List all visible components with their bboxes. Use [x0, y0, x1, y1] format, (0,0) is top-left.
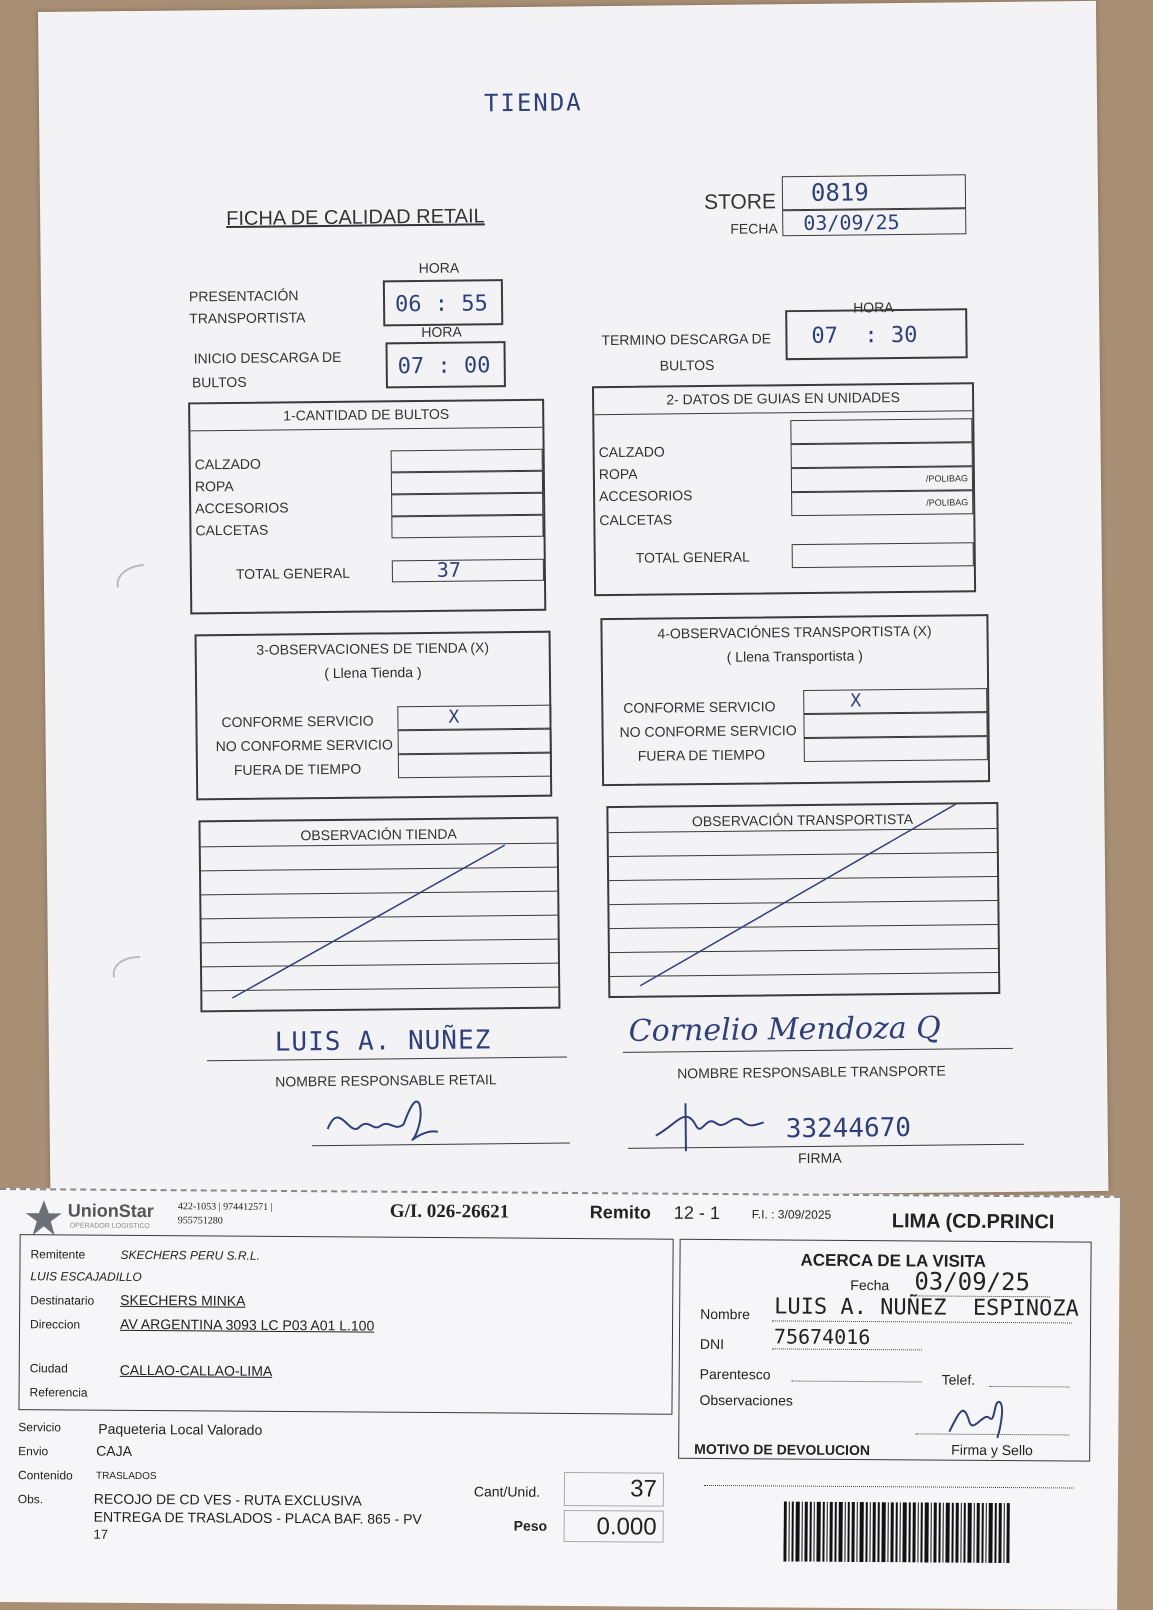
termino-value: 07 : 30 [811, 322, 918, 349]
obs-transportista-title: OBSERVACIÓN TRANSPORTISTA [691, 810, 914, 830]
section2-title: 2- DATOS DE GUIAS EN UNIDADES [666, 388, 900, 408]
dni-value: 75674016 [773, 1324, 871, 1350]
visit-info-box [678, 1239, 1092, 1462]
ciudad-value: CALLAO-CALLAO-LIMA [119, 1361, 273, 1379]
brand-sub: OPERADOR LOGISTICO [69, 1222, 150, 1231]
form-title: FICHA DE CALIDAD RETAIL [226, 205, 485, 231]
transp-label: NOMBRE RESPONSABLE TRANSPORTE [677, 1062, 946, 1082]
section2-polibag-1: /POLIBAG [925, 473, 968, 484]
destinatario-value: SKECHERS MINKA [120, 1291, 246, 1309]
termino-label-line1: TERMINO DESCARGA DE [601, 330, 772, 349]
fi-date: F.I. : 3/09/2025 [751, 1207, 832, 1222]
referencia-label: Referencia [29, 1385, 88, 1400]
section1-input-calzado[interactable] [391, 449, 543, 473]
section1-item-calcetas: CALCETAS [195, 521, 269, 539]
peso-field [564, 1510, 664, 1543]
envio-value: CAJA [96, 1442, 133, 1459]
remito-value: 12 - 1 [673, 1202, 720, 1224]
store-value: 0819 [810, 178, 869, 207]
contenido-label: Contenido [17, 1468, 73, 1483]
unionstar-receipt [0, 1188, 1120, 1610]
direccion-label: Direccion [30, 1317, 81, 1332]
destinatario-label: Destinatario [30, 1293, 95, 1308]
retail-label: NOMBRE RESPONSABLE RETAIL [275, 1071, 497, 1090]
inicio-label-line2: BULTOS [191, 373, 247, 391]
section2-polibag-2: /POLIBAG [926, 497, 969, 508]
section2-item-calzado: CALZADO [598, 443, 665, 461]
section1-total-field[interactable] [392, 559, 544, 583]
hora-label-1: HORA [418, 259, 460, 277]
section4-check-no-conforme[interactable] [803, 712, 987, 738]
phones-line1: 422-1053 | 974412571 | [177, 1201, 273, 1213]
section2-input-calcetas[interactable] [791, 490, 973, 516]
section4-option-conforme: CONFORME SERVICIO [623, 698, 776, 716]
remito-label: Remito [589, 1202, 651, 1223]
section2-total-field[interactable] [792, 542, 974, 568]
nombre-value: LUIS A. NUÑEZ ESPINOZA [774, 1294, 1079, 1322]
remitente-label: Remitente [30, 1247, 86, 1262]
punch-mark-1 [108, 561, 148, 591]
section1-input-calcetas[interactable] [391, 515, 543, 539]
section1-total-value: 37 [436, 557, 462, 582]
section1-item-ropa: ROPA [194, 477, 234, 495]
fecha-value: 03/09/25 [803, 209, 900, 235]
section2-item-calcetas: CALCETAS [599, 511, 673, 529]
unionstar-logo-icon [24, 1198, 64, 1238]
presentacion-value: 06 : 55 [394, 291, 488, 318]
section2-input-ropa[interactable] [791, 442, 973, 468]
obs-tienda-strike [200, 819, 558, 1011]
guia-number: G/I. 026-26621 [389, 1200, 510, 1223]
section-observaciones-tienda [195, 631, 553, 801]
presentacion-label-line1: PRESENTACIÓN [188, 287, 299, 305]
obs-tienda-box[interactable] [198, 817, 560, 1013]
section3-subtitle: ( Llena Tienda ) [324, 664, 422, 682]
cant-field [564, 1472, 664, 1507]
barcode-icon [783, 1501, 1011, 1563]
motivo-label: MOTIVO DE DEVOLUCION [694, 1440, 871, 1459]
retail-name: LUIS A. NUÑEZ [274, 1025, 492, 1058]
section1-total-label: TOTAL GENERAL [235, 564, 351, 582]
section-datos-guias [592, 382, 976, 596]
inicio-value: 07 : 00 [397, 353, 491, 380]
telef-label: Telef. [941, 1371, 976, 1388]
nombre-label: Nombre [700, 1305, 750, 1323]
ciudad-label: Ciudad [29, 1361, 68, 1376]
section3-title: 3-OBSERVACIONES DE TIENDA (X) [256, 639, 490, 658]
section4-option-fuera-tiempo: FUERA DE TIEMPO [637, 746, 766, 764]
punch-mark-2 [104, 951, 144, 981]
section3-check-no-conforme[interactable] [398, 729, 552, 755]
obs-transportista-strike [608, 804, 998, 996]
visita-title: ACERCA DE LA VISITA [800, 1250, 987, 1271]
cant-label: Cant/Unid. [473, 1483, 541, 1500]
section1-title: 1-CANTIDAD DE BULTOS [283, 405, 450, 424]
termino-label-line2: BULTOS [659, 356, 715, 374]
dni-label: DNI [699, 1335, 725, 1353]
contenido-value: TRASLADOS [95, 1470, 157, 1483]
firma-label: FIRMA [797, 1149, 842, 1167]
brand-name: UnionStar [67, 1200, 154, 1222]
termino-field[interactable] [785, 308, 968, 360]
section2-item-accesorios: ACCESORIOS [599, 487, 693, 505]
contact-name: LUIS ESCAJADILLO [30, 1269, 142, 1284]
section2-input-calzado[interactable] [790, 418, 972, 444]
visita-fecha-value: 03/09/25 [914, 1267, 1031, 1297]
servicio-value: Paqueteria Local Valorado [98, 1420, 263, 1438]
peso-value: 0.000 [596, 1513, 657, 1541]
section4-mark: X [850, 690, 862, 712]
obs-label: Obs. [17, 1492, 44, 1507]
obs-transportista-box[interactable] [606, 802, 1000, 998]
section3-mark: X [448, 706, 460, 728]
hora-label-3: HORA [853, 299, 894, 316]
fecha-label: FECHA [730, 220, 778, 237]
inicio-field[interactable] [385, 341, 505, 388]
section4-check-conforme[interactable] [803, 688, 987, 714]
section3-option-conforme: CONFORME SERVICIO [221, 712, 374, 731]
shipment-info-box [18, 1234, 673, 1415]
servicio-label: Servicio [18, 1420, 62, 1435]
obs-line1: RECOJO DE CD VES - RUTA EXCLUSIVA [93, 1490, 362, 1509]
remitente-value: SKECHERS PERU S.R.L. [120, 1247, 260, 1263]
section3-check-conforme[interactable] [397, 705, 551, 731]
obs-tienda-title: OBSERVACIÓN TIENDA [300, 825, 457, 844]
obs-line3: 17 [93, 1526, 109, 1542]
observaciones-label: Observaciones [699, 1391, 793, 1409]
section1-input-accesorios[interactable] [391, 493, 543, 517]
section2-total-label: TOTAL GENERAL [635, 548, 750, 566]
destination: LIMA (CD.PRINCI [891, 1210, 1055, 1234]
transp-dni: 33244670 [785, 1112, 912, 1145]
section4-title: 4-OBSERVACIÓNES TRANSPORTISTA (X) [657, 622, 932, 642]
store-field[interactable] [782, 174, 966, 210]
section1-item-accesorios: ACCESORIOS [195, 499, 289, 517]
parentesco-label: Parentesco [699, 1365, 771, 1383]
envio-label: Envio [18, 1444, 49, 1459]
section3-option-fuera-tiempo: FUERA DE TIEMPO [233, 760, 362, 778]
hora-label-2: HORA [421, 323, 462, 341]
cant-value: 37 [630, 1475, 658, 1503]
section1-item-calzado: CALZADO [194, 455, 261, 473]
phones-line2: 955751280 [177, 1215, 223, 1227]
quality-form-sheet [38, 1, 1108, 1202]
section3-check-fuera-tiempo[interactable] [398, 753, 552, 779]
store-label: STORE [703, 190, 777, 215]
presentacion-field[interactable] [383, 279, 503, 326]
visita-fecha-label: Fecha [850, 1276, 890, 1294]
inicio-label-line1: INICIO DESCARGA DE [193, 348, 342, 367]
direccion-value: AV ARGENTINA 3093 LC P03 A01 L.100 [119, 1315, 375, 1334]
section1-input-ropa[interactable] [391, 471, 543, 495]
fecha-field[interactable] [782, 208, 966, 236]
section4-subtitle: ( Llena Transportista ) [726, 647, 863, 665]
section-cantidad-bultos [188, 399, 546, 615]
presentacion-label-line2: TRANSPORTISTA [189, 309, 306, 327]
handwritten-tienda: TIENDA [483, 88, 583, 118]
section-observaciones-transportista [600, 614, 990, 786]
peso-label: Peso [513, 1517, 548, 1534]
obs-line2: ENTREGA DE TRASLADOS - PLACA BAF. 865 - PV [93, 1508, 422, 1527]
section4-option-no-conforme: NO CONFORME SERVICIO [619, 722, 797, 740]
section2-item-ropa: ROPA [598, 465, 638, 483]
section4-check-fuera-tiempo[interactable] [804, 736, 988, 762]
section3-option-no-conforme: NO CONFORME SERVICIO [215, 736, 393, 755]
transp-name: Cornelio Mendoza Q [628, 1010, 941, 1049]
firma-sello-label: Firma y Sello [951, 1441, 1033, 1459]
retail-signature [319, 1088, 450, 1149]
section2-input-accesorios[interactable] [791, 466, 973, 492]
